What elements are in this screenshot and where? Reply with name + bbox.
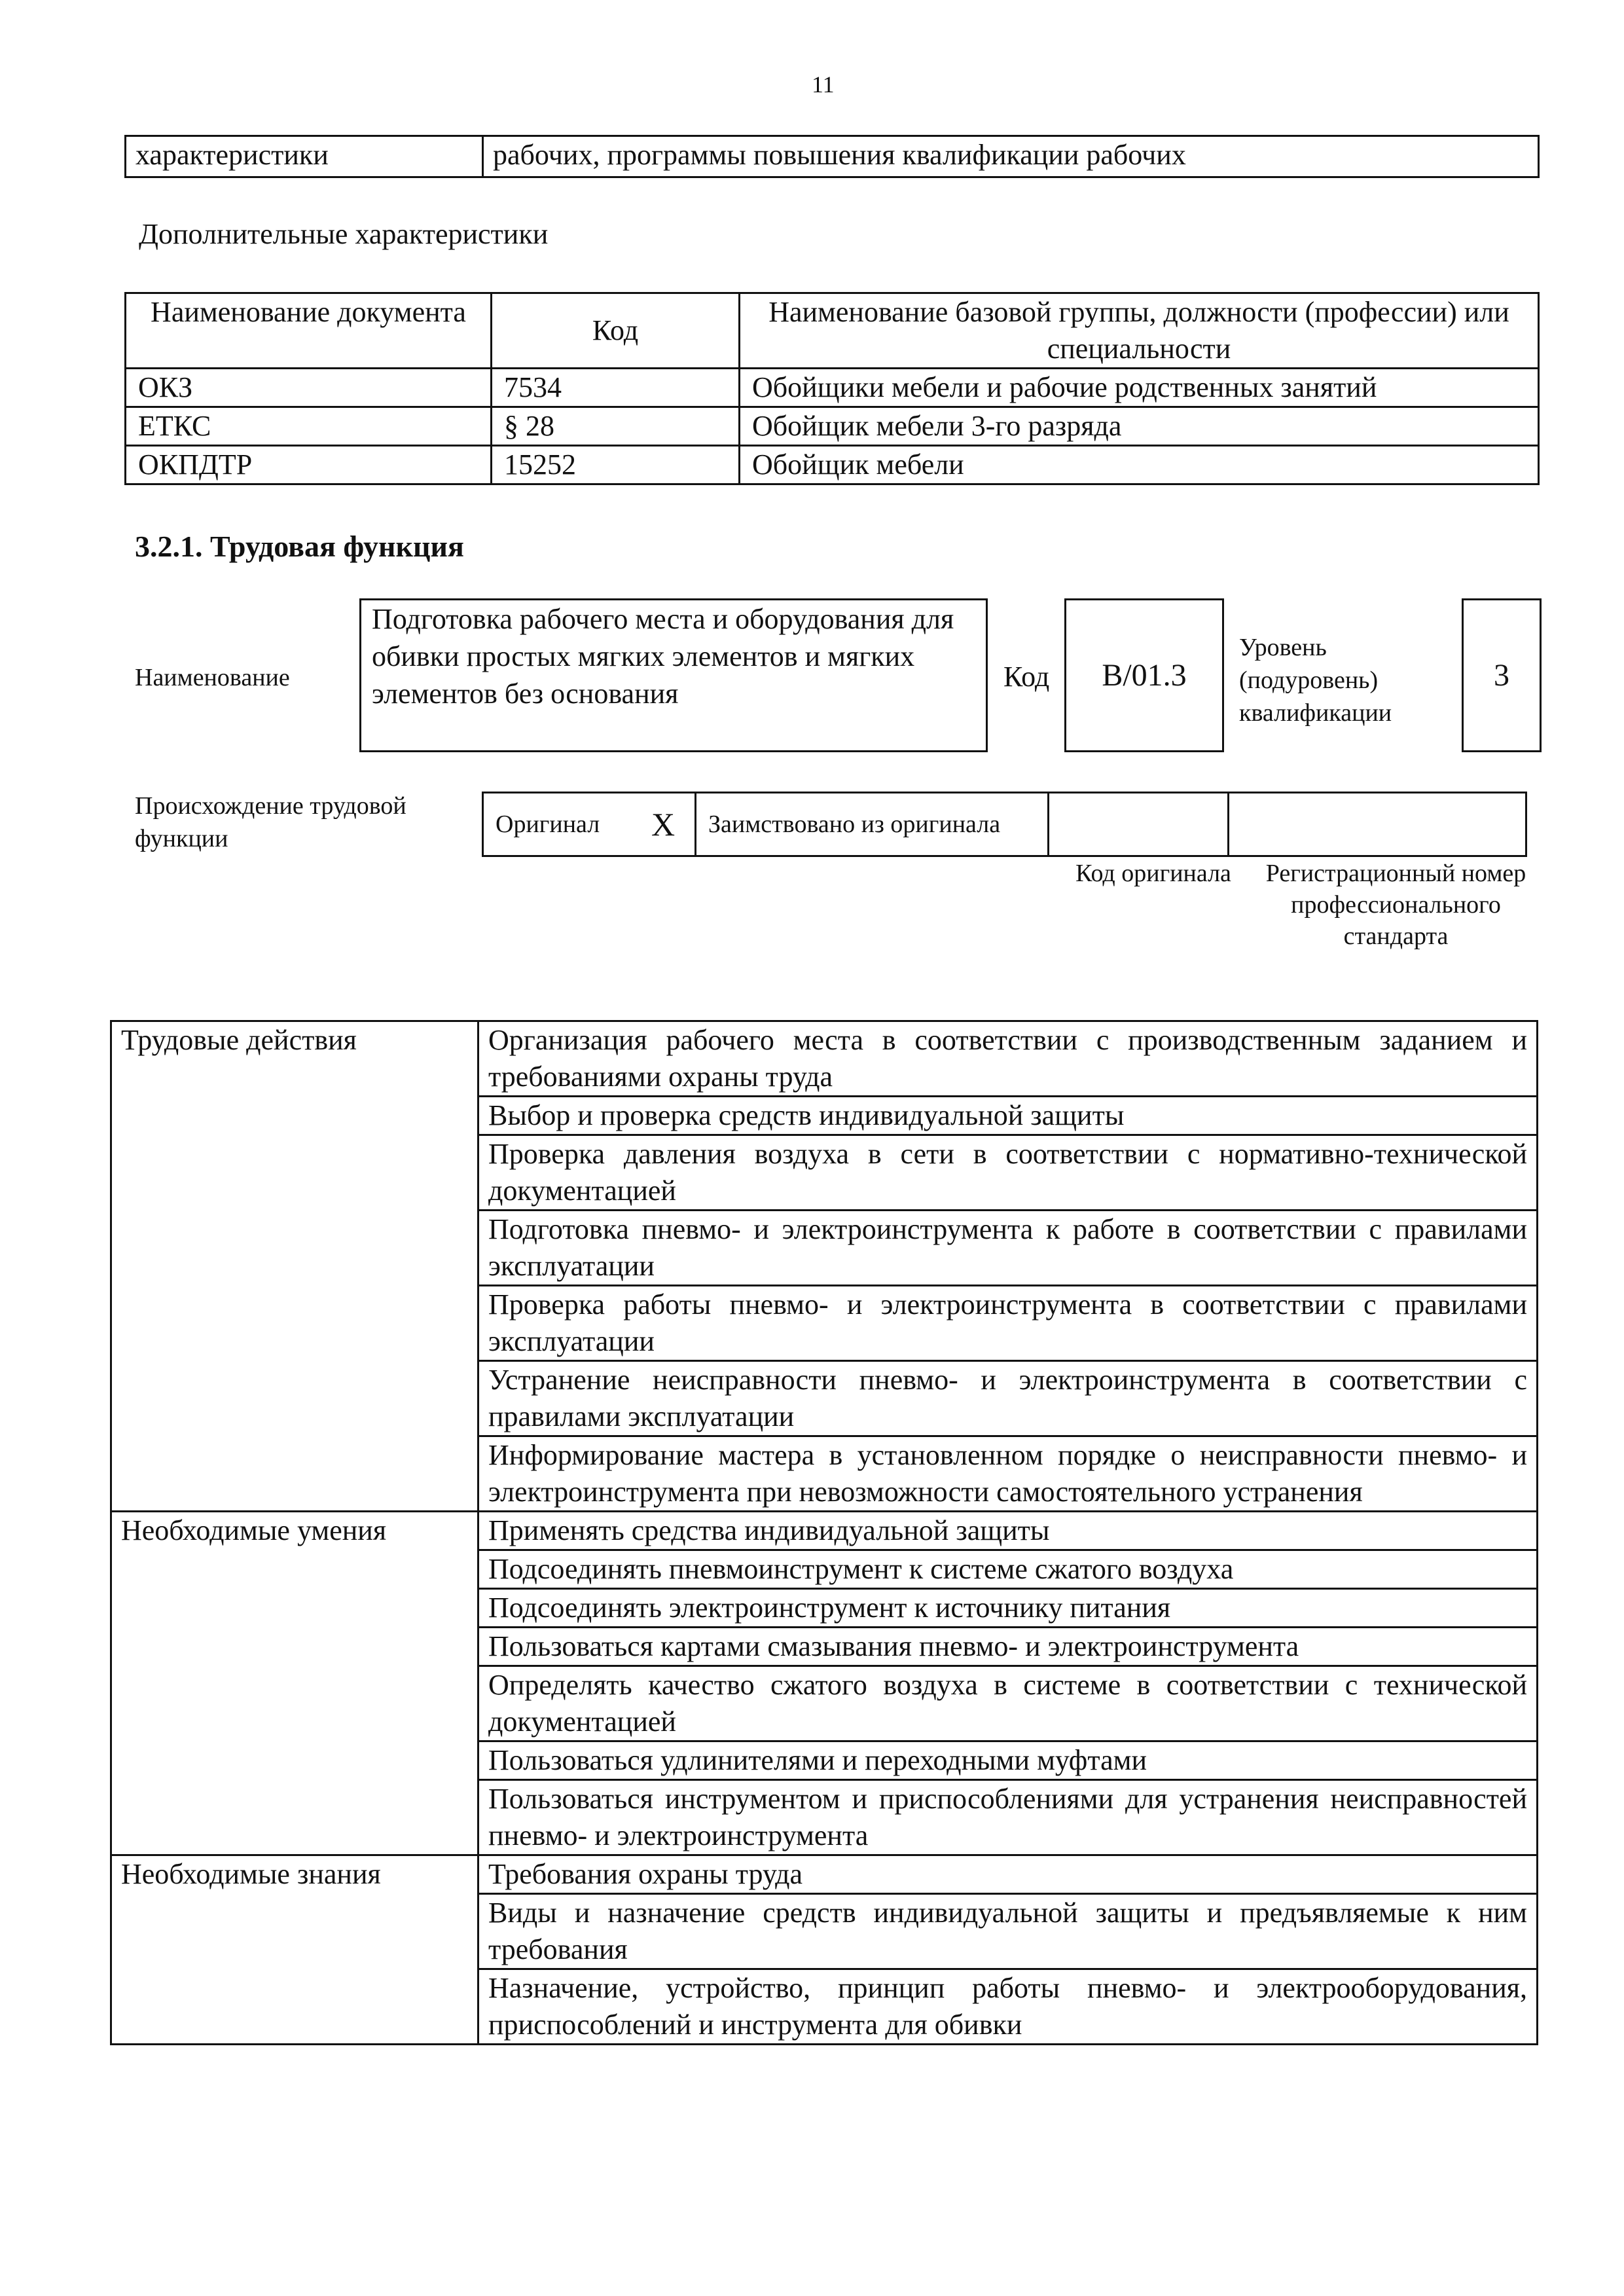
required-knowledge-label: Необходимые знания [111,1855,478,2045]
table-row [126,446,1539,484]
header-code: Код [492,293,740,369]
function-name-box: Подготовка рабочего места и оборудования для обивки простых мягких элементов и мягких элементов без основания [359,598,988,752]
skill-item: Подсоединять электроинструмент к источнику питания [478,1589,1538,1628]
skill-item: Применять средства индивидуальной защиты [478,1512,1538,1550]
origin-original-cell: Оригинал [483,793,632,856]
origin-original-mark: X [632,793,696,856]
table-cell: 7534 [492,369,740,407]
table-cell: Обойщик мебели [740,446,1539,484]
function-origin-table [482,792,1527,857]
code-label: Код [1003,661,1050,693]
table-cell: Обойщики мебели и рабочие родственных занятий [740,369,1539,407]
table-cell: ЕТКС [126,407,492,446]
qualification-level-label: Уровень (подуровень) квалификации [1239,634,1392,727]
header-document-name: Наименование документа [126,293,492,369]
origin-code-cell [1049,793,1229,856]
origin-reg-number-cell [1229,793,1526,856]
labor-action-item: Организация рабочего места в соответствии с производственным заданием и требованиями охраны труда [478,1021,1538,1097]
table-cell: § 28 [492,407,740,446]
skill-item: Пользоваться удлинителями и переходными муфтами [478,1741,1538,1780]
knowledge-item: Требования охраны труда [478,1855,1538,1894]
table-cell: рабочих, программы повышения квалификации рабочих [483,136,1539,177]
table-cell: характеристики [126,136,483,177]
table-header-row [126,293,1539,369]
additional-characteristics-table [124,292,1540,485]
additional-characteristics-title: Дополнительные характеристики [139,218,549,250]
table-row [483,793,1526,856]
knowledge-item: Виды и назначение средств индивидуальной защиты и предъявляемые к ним требования [478,1894,1538,1969]
table-row [126,369,1539,407]
labor-action-item: Проверка работы пневмо- и электроинструмента в соответствии с правилами эксплуатации [478,1286,1538,1361]
previous-table-fragment [124,135,1540,178]
skill-item: Пользоваться картами смазывания пневмо- и электроинструмента [478,1628,1538,1666]
table-row [126,407,1539,446]
labor-action-item: Выбор и проверка средств индивидуальной защиты [478,1097,1538,1135]
table-cell: ОКПДТР [126,446,492,484]
registration-number-caption: Регистрационный номер профессионального стандарта [1265,860,1526,950]
skill-item: Подсоединять пневмоинструмент к системе сжатого воздуха [478,1550,1538,1589]
table-row [126,136,1539,177]
labor-action-item: Устранение неисправности пневмо- и электроинструмента в соответствии с правилами эксплуатации [478,1361,1538,1436]
knowledge-item: Назначение, устройство, принцип работы пневмо- и электрооборудования, приспособлений и инструмента для обивки [478,1969,1538,2045]
table-cell: 15252 [492,446,740,484]
original-code-caption: Код оригинала [1075,860,1231,887]
table-cell: ОКЗ [126,369,492,407]
table-row [111,1512,1538,1550]
name-label: Наименование [135,664,290,691]
labor-action-item: Проверка давления воздуха в сети в соответствии с нормативно-технической документацией [478,1135,1538,1211]
page-number: 11 [812,71,835,98]
function-origin-label: Происхождение трудовой функции [135,792,406,852]
table-row [111,1021,1538,1097]
origin-borrowed-cell: Заимствовано из оригинала [696,793,1049,856]
skill-item: Определять качество сжатого воздуха в системе в соответствии с технической документацией [478,1666,1538,1741]
header-group-name: Наименование базовой группы, должности (профессии) или специальности [740,293,1539,369]
labor-action-item: Информирование мастера в установленном порядке о неисправности пневмо- и электроинструмента при невозможности самостоятельного устранения [478,1436,1538,1512]
labor-function-title: 3.2.1. Трудовая функция [135,530,464,563]
qualification-level-box: 3 [1462,598,1542,752]
required-skills-label: Необходимые умения [111,1512,478,1855]
skill-item: Пользоваться инструментом и приспособлениями для устранения неисправностей пневмо- и электроинструмента [478,1780,1538,1855]
labor-actions-label: Трудовые действия [111,1021,478,1512]
labor-action-item: Подготовка пневмо- и электроинструмента к работе в соответствии с правилами эксплуатации [478,1211,1538,1286]
function-code-box: B/01.3 [1064,598,1224,752]
table-row [111,1855,1538,1894]
labor-function-details-table [110,1020,1538,2045]
table-cell: Обойщик мебели 3-го разряда [740,407,1539,446]
